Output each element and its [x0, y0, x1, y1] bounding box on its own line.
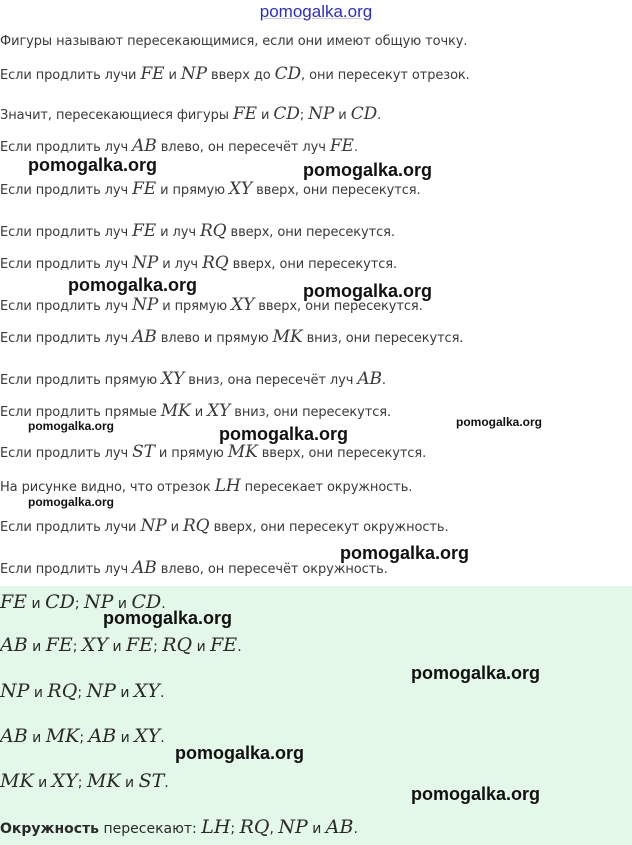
- watermark: pomogalka.org: [175, 743, 305, 763]
- answer-panel: [0, 586, 632, 845]
- text-line: Если продлить лучи FE и NP вверх до CD, они пересекут отрезок.: [0, 64, 470, 84]
- watermark: pomogalka.org: [68, 275, 198, 295]
- text-line: Если продлить лучи NP и RQ вверх, они пересекут окружность.: [0, 516, 449, 536]
- watermark: pomogalka.org: [411, 784, 541, 804]
- watermark: pomogalka.org: [303, 160, 433, 180]
- text-line: Если продлить луч ST и прямую MK вверх, они пересекутся.: [0, 442, 427, 462]
- text-line: Если продлить луч FE и прямую XY вверх, они пересекутся.: [0, 179, 421, 199]
- watermark: pomogalka.org: [28, 419, 115, 433]
- watermark: pomogalka.org: [219, 424, 349, 444]
- answer-line: FE и CD; NP и CD.: [0, 591, 166, 613]
- watermark: pomogalka.org: [411, 663, 541, 683]
- answer-line: AB и MK; AB и XY.: [0, 725, 165, 747]
- watermark: pomogalka.org: [303, 281, 433, 301]
- answer-line: AB и FE; XY и FE; RQ и FE.: [0, 634, 242, 656]
- answer-line: Окружность пересекают: LH; RQ, NP и AB.: [0, 816, 358, 838]
- watermark: pomogalka.org: [28, 495, 115, 509]
- text-line: Фигуры называют пересекающимися, если они имеют общую точку.: [0, 34, 468, 49]
- text-line: Если продлить прямые MK и XY вниз, они пересекутся.: [0, 401, 391, 421]
- text-line: Если продлить луч NP и прямую XY вверх, они пересекутся.: [0, 295, 423, 315]
- answer-line: NP и RQ; NP и XY.: [0, 680, 165, 702]
- text-line: Если продлить прямую XY вниз, она пересечёт луч AB.: [0, 369, 386, 389]
- text-line: Если продлить луч AB влево и прямую MK вниз, они пересекутся.: [0, 327, 464, 347]
- text-line: Если продлить луч FE и луч RQ вверх, они пересекутся.: [0, 221, 395, 241]
- text-line: Если продлить луч AB влево, он пересечёт луч FE.: [0, 136, 358, 156]
- watermark: pomogalka.org: [103, 608, 233, 628]
- text-line: Значит, пересекающиеся фигуры FE и CD; NP и CD.: [0, 104, 382, 124]
- watermark: pomogalka.org: [340, 543, 470, 563]
- text-line: На рисунке видно, что отрезок LH пересекает окружность.: [0, 476, 413, 496]
- watermark: pomogalka.org: [456, 415, 543, 429]
- text-line: Если продлить луч AB влево, он пересечёт окружность.: [0, 558, 388, 578]
- watermark: pomogalka.org: [28, 155, 158, 175]
- site-header-link[interactable]: pomogalka.org: [259, 2, 373, 21]
- answer-line: MK и XY; MK и ST.: [0, 770, 169, 792]
- text-line: Если продлить луч NP и луч RQ вверх, они пересекутся.: [0, 253, 398, 273]
